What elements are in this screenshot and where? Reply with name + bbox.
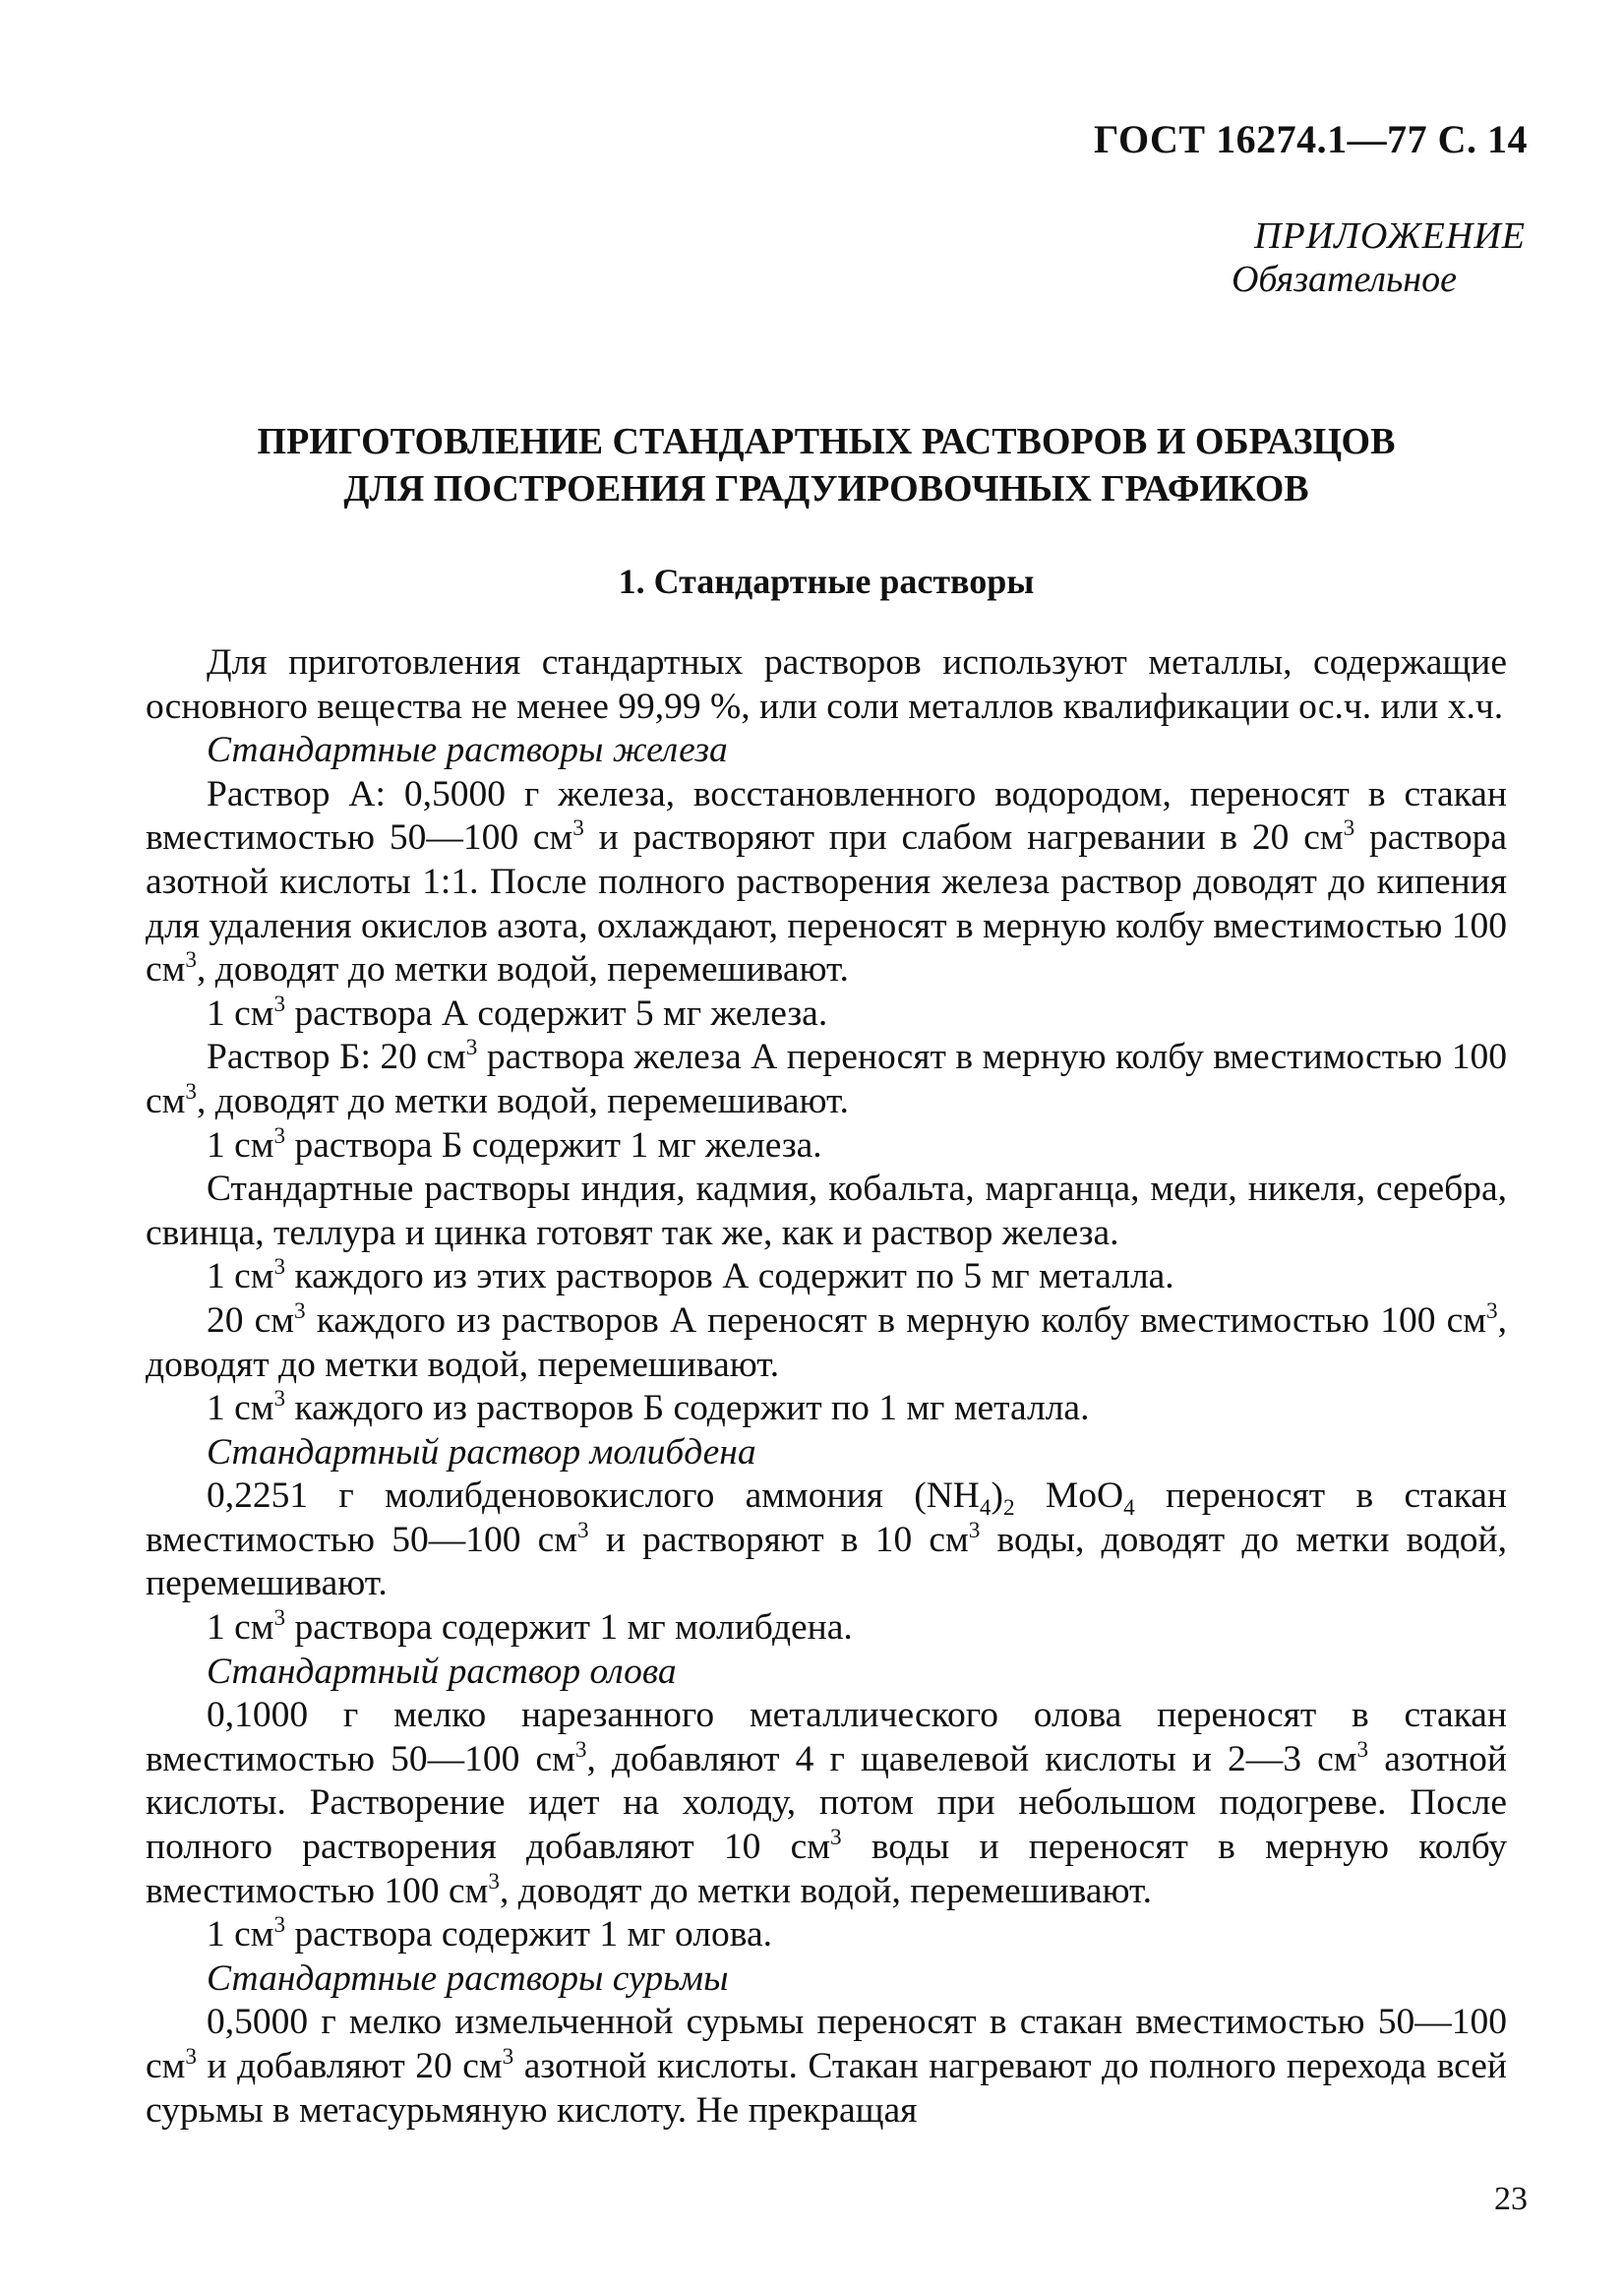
body-text xyxy=(146,641,1507,2133)
paragraph-molybdenum: 0,2251 г молибденовокислого аммония $(NH_4)_2$ MoO$_4$ переносят в стакан вместимостью 50—100 $см^3$ и растворяют в 10 $см^3$ воды, доводят до метки водой, перемешивают. xyxy=(146,1475,1507,1604)
document-title-line-2: ДЛЯ ПОСТРОЕНИЯ ГРАДУИРОВОЧНЫХ ГРАФИКОВ xyxy=(343,468,1309,510)
subheading-tin: Стандартный раствор олова xyxy=(207,1651,677,1692)
paragraph-iron-a: Раствор А: 0,5000 г железа, восстановленного водородом, переносят в стакан вместимостью 50—100 $см^3$ и растворяют при слабом нагревании в 20 $см^3$ раствора азотной кислоты 1:1. После полного растворения железа раствор доводят до кипения для удаления окислов азота, охлаждают, переносят в мерную колбу вместимостью 100 $см^3$, доводят до метки водой, перемешивают. xyxy=(146,773,1508,991)
paragraph-other-metals: Стандартные растворы индия, кадмия, кобальта, марганца, меди, никеля, серебра, свинца, теллура и цинка готовят так же, как и раствор железа. xyxy=(146,1169,1507,1253)
appendix-label xyxy=(1232,214,1526,301)
paragraph-iron-b-content: 1 $см^3$ раствора Б содержит 1 мг железа. xyxy=(207,1122,822,1166)
paragraph-iron-a-content: 1 $см^3$ раствора А содержит 5 мг железа. xyxy=(207,991,828,1034)
document-title-line-1: ПРИГОТОВЛЕНИЕ СТАНДАРТНЫХ РАСТВОРОВ И ОБРАЗЦОВ xyxy=(257,421,1396,462)
paragraph-intro: Для приготовления стандартных растворов используют металлы, содержащие основного вещества не менее 99,99 %, или соли металлов квалификации ос.ч. или х.ч. xyxy=(146,642,1507,727)
paragraph-tin-content: 1 $см^3$ раствора содержит 1 мг олова. xyxy=(207,1912,772,1956)
paragraph-metals-b: 20 $см^3$ каждого из растворов А переносят в мерную колбу вместимостью 100 $см^3$, доводят до метки водой, перемешивают. xyxy=(146,1297,1507,1385)
appendix-title: ПРИЛОЖЕНИЕ xyxy=(1254,215,1526,257)
paragraph-metals-b-content: 1 $см^3$ каждого из растворов Б содержит по 1 мг металла. xyxy=(207,1386,1090,1429)
section-title: 1. Стандартные растворы xyxy=(618,562,1035,601)
subheading-antimony: Стандартные растворы сурьмы xyxy=(207,1957,729,1999)
paragraph-metals-a-content: 1 $см^3$ каждого из этих растворов А содержит по 5 мг металла. xyxy=(207,1254,1174,1297)
paragraph-iron-b: Раствор Б: 20 $см^3$ раствора железа А переносят в мерную колбу вместимостью 100 $см^3$, доводят до метки водой, перемешивают. xyxy=(146,1035,1508,1121)
paragraph-antimony: 0,5000 г мелко измельченной сурьмы переносят в стакан вместимостью 50—100 $см^3$ и добавляют 20 $см^3$ азотной кислоты. Стакан нагревают до полного перехода всей сурьмы в метасурьмяную кислоту. Не прекращая xyxy=(146,2002,1507,2131)
document-title xyxy=(148,418,1505,512)
paragraph-molybdenum-content: 1 $см^3$ раствора содержит 1 мг молибдена. xyxy=(207,1605,853,1649)
paragraph-tin: 0,1000 г мелко нарезанного металлического олова переносят в стакан вместимостью 50—100 $см^3$, добавляют 4 г щавелевой кислоты и 2—3 $см^3$ азотной кислоты. Растворение идет на холоду, потом при небольшом подогреве. После полного растворения добавляют 10 $см^3$ воды и переносят в мерную колбу вместимостью 100 $см^3$, доводят до метки водой, перемешивают. xyxy=(146,1695,1507,1911)
running-head: ГОСТ 16274.1—77 С. 14 xyxy=(1093,117,1528,161)
subheading-molybdenum: Стандартный раствор молибдена xyxy=(207,1431,756,1473)
page-number: 23 xyxy=(1494,2181,1528,2217)
subheading-iron: Стандартные растворы железа xyxy=(207,730,728,771)
appendix-subtitle: Обязательное xyxy=(1231,259,1457,300)
